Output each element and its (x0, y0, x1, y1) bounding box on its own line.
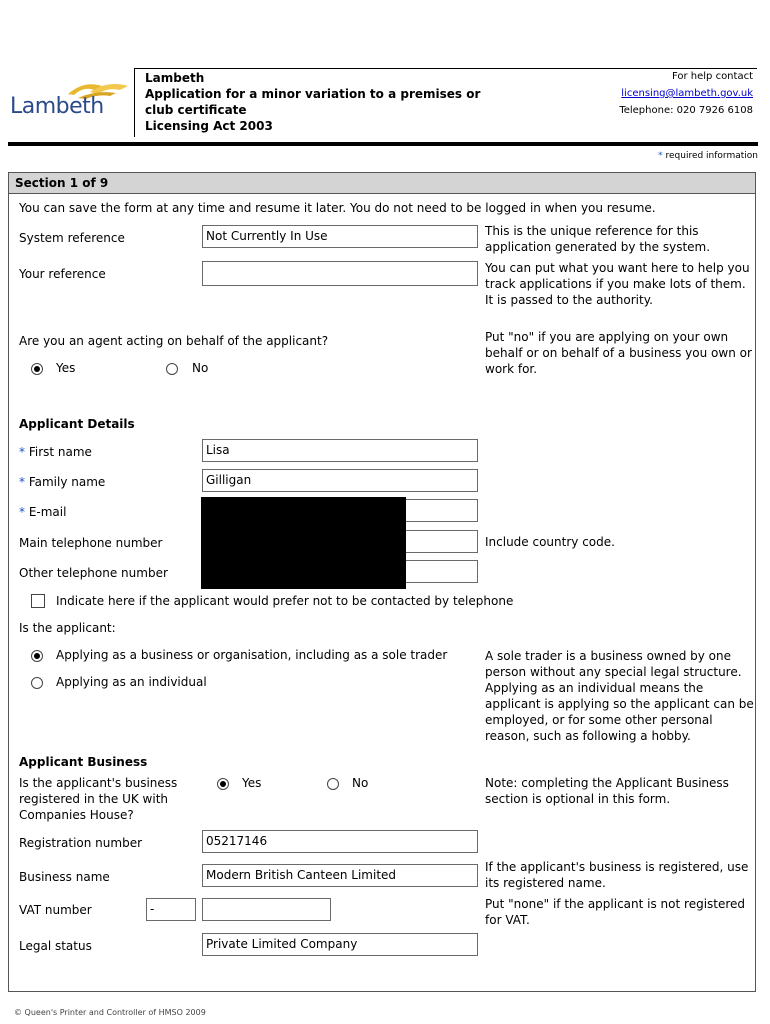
logo-text: Lambeth (10, 94, 104, 119)
applicant-individual-radio[interactable] (31, 677, 43, 689)
agent-no-label: No (192, 361, 209, 375)
main-phone-label: Main telephone number (19, 536, 163, 550)
main-phone-help: Include country code. (485, 535, 615, 549)
vat-number-field[interactable] (202, 898, 331, 921)
applicant-details-heading: Applicant Details (19, 417, 135, 431)
system-reference-label: System reference (19, 231, 125, 245)
your-reference-help: You can put what you want here to help you track applications if you make lots of them. It is passed to the authority. (485, 261, 750, 307)
agent-question: Are you an agent acting on behalf of the applicant? (19, 334, 329, 348)
vat-label: VAT number (19, 903, 92, 917)
form-title-box (134, 68, 757, 137)
title-line-3: club certificate (145, 103, 247, 117)
required-info-note (658, 151, 758, 161)
lambeth-logo (8, 78, 133, 128)
help-label: For help contact (671, 71, 753, 82)
help-phone: Telephone: 020 7926 6108 (619, 105, 753, 116)
first-name-field[interactable]: Lisa (202, 439, 478, 462)
registered-yes-label: Yes (242, 776, 262, 790)
applicant-individual-option: Applying as an individual (56, 675, 207, 689)
legal-status-field[interactable]: Private Limited Company (202, 933, 478, 956)
reg-number-field[interactable]: 05217146 (202, 830, 478, 853)
business-name-label: Business name (19, 870, 110, 884)
first-name-label: * First name (19, 445, 92, 459)
agent-no-radio[interactable] (166, 363, 178, 375)
header-divider (8, 142, 758, 146)
registered-no-radio[interactable] (327, 778, 339, 790)
registered-yes-radio[interactable] (217, 778, 229, 790)
email-label: * E-mail (19, 505, 67, 519)
title-line-4: Licensing Act 2003 (145, 119, 273, 133)
family-name-field[interactable]: Gilligan (202, 469, 478, 492)
system-reference-help: This is the unique reference for this application generated by the system. (485, 224, 711, 254)
applicant-business-heading: Applicant Business (19, 755, 148, 769)
legal-status-label: Legal status (19, 939, 92, 953)
section-intro: You can save the form at any time and resume it later. You do not need to be logged in when you resume. (19, 201, 656, 215)
agent-yes-radio[interactable] (31, 363, 43, 375)
title-line-2: Application for a minor variation to a premises or (145, 87, 481, 101)
required-star: * (658, 151, 663, 161)
vat-help: Put "none" if the applicant is not registered for VAT. (485, 897, 746, 927)
applicant-business-radio[interactable] (31, 650, 43, 662)
applicant-type-help: A sole trader is a business owned by one person without any special legal structure. Applying as an individual means the applicant is applying so the applicant can be employed, or for some other personal reason, such as following a hobby. (485, 649, 754, 743)
required-info-text: required information (665, 151, 758, 161)
vat-prefix-field[interactable]: - (146, 898, 196, 921)
reg-number-label: Registration number (19, 836, 143, 850)
other-phone-label: Other telephone number (19, 566, 168, 580)
applicant-business-option: Applying as a business or organisation, including as a sole trader (56, 648, 448, 662)
agent-help: Put "no" if you are applying on your own behalf or on behalf of a business you own or work for. (485, 330, 752, 376)
agent-yes-label: Yes (56, 361, 76, 375)
registered-no-label: No (352, 776, 369, 790)
title-line-1: Lambeth (145, 71, 205, 85)
is-applicant-label: Is the applicant: (19, 621, 116, 635)
business-name-field[interactable]: Modern British Canteen Limited (202, 864, 478, 887)
family-name-label: * Family name (19, 475, 106, 489)
section-header (8, 172, 756, 194)
system-reference-field[interactable]: Not Currently In Use (202, 225, 478, 248)
business-name-help: If the applicant's business is registered, use its registered name. (485, 860, 749, 890)
redaction-block (201, 497, 406, 589)
section-label: Section 1 of 9 (15, 176, 109, 190)
no-phone-checkbox[interactable] (31, 594, 45, 608)
section-content (8, 193, 756, 992)
no-phone-label: Indicate here if the applicant would prefer not to be contacted by telephone (56, 594, 514, 608)
help-email-link[interactable]: licensing@lambeth.gov.uk (621, 88, 753, 99)
your-reference-label: Your reference (19, 267, 106, 281)
your-reference-field[interactable] (202, 261, 478, 286)
copyright-footer: © Queen's Printer and Controller of HMSO 2009 (14, 1008, 206, 1017)
registered-question: Is the applicant's business registered in the UK with Companies House? (19, 776, 178, 822)
registered-help: Note: completing the Applicant Business section is optional in this form. (485, 776, 729, 806)
